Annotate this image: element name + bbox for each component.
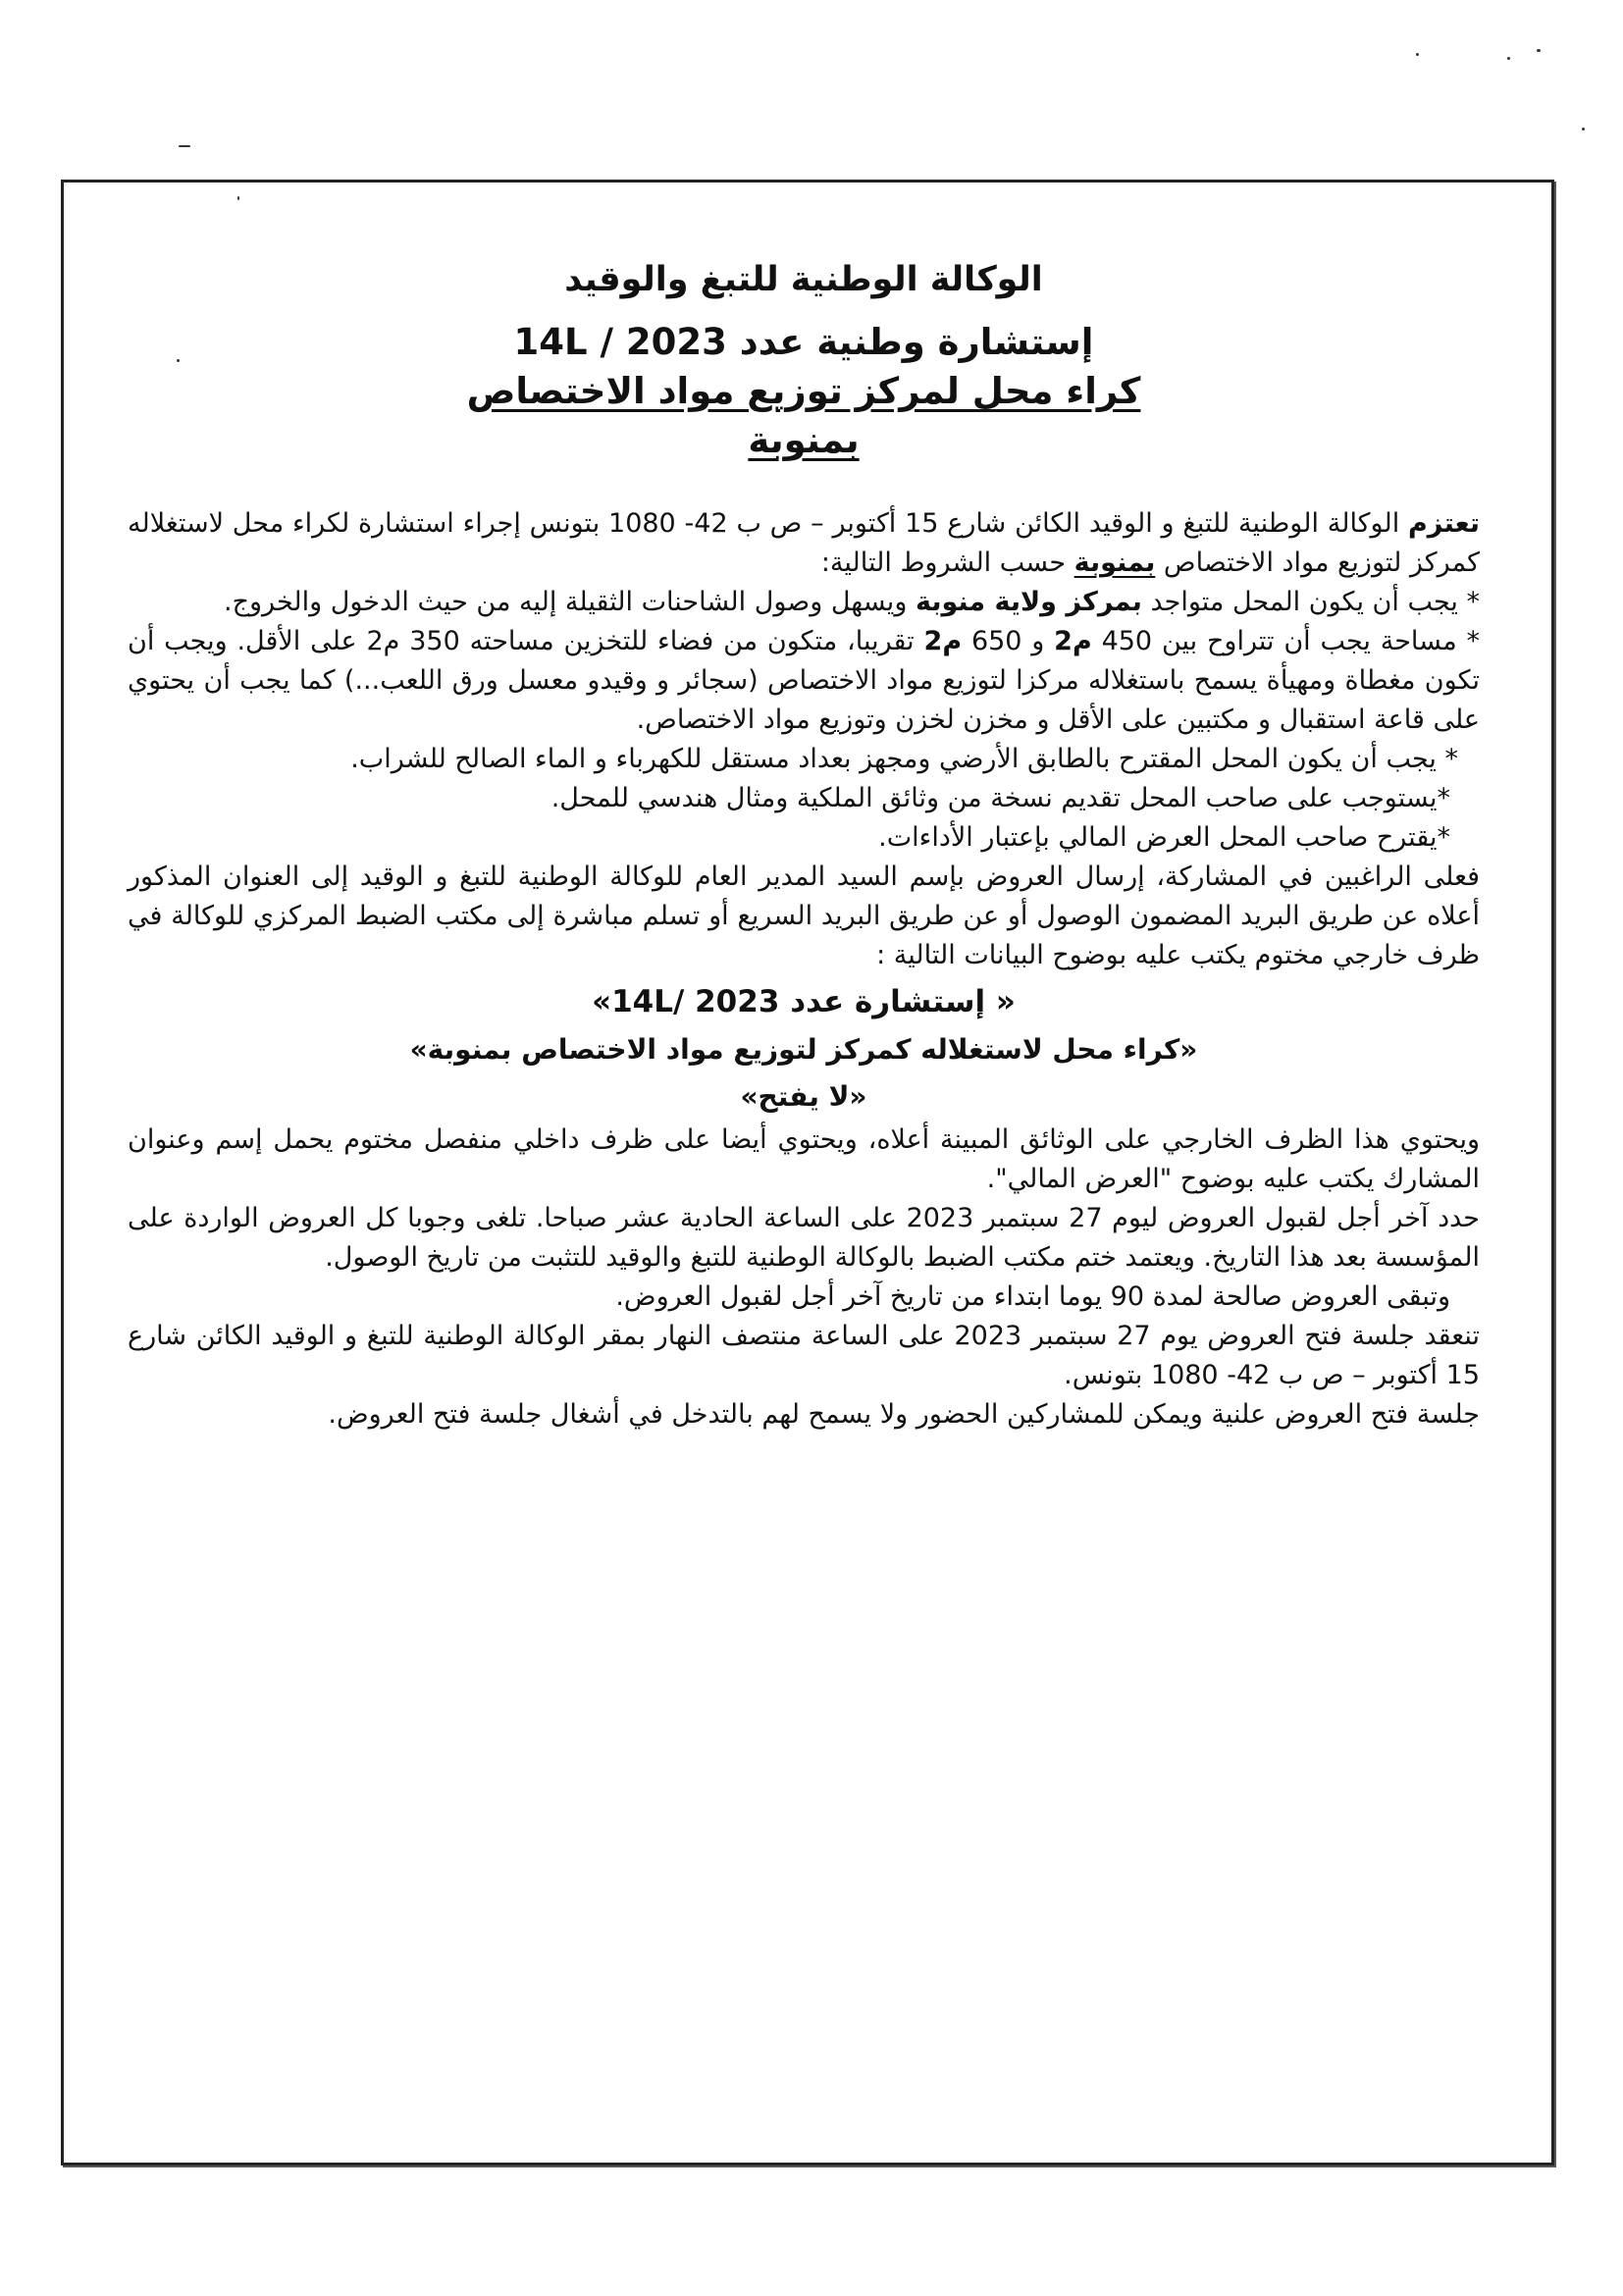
condition-location <box>128 583 1480 622</box>
condition-documents: *يستوجب على صاحب المحل تقديم نسخة من وثائق الملكية ومثال هندسي للمحل. <box>550 783 1450 813</box>
public-session-paragraph: جلسة فتح العروض علنية ويمكن للمشاركين الحضور ولا يسمح لهم بالتدخل في أشغال جلسة فتح العروض. <box>328 1399 1480 1430</box>
envelope-line-consultation: « إستشارة عدد 14L/ 2023» <box>592 984 1016 1019</box>
condition-area-text-b: و 650 <box>962 626 1055 656</box>
scan-speck <box>1582 128 1585 130</box>
condition-location-text-b: ويسهل وصول الشاحنات الثقيلة إليه من حيث الدخول والخروج. <box>224 587 916 617</box>
consultation-text <box>128 504 1480 1435</box>
condition-location-bold: بمركز ولاية منوبة <box>915 587 1142 617</box>
envelope-line-subject: «كراء محل لاستغلاله كمركز لتوزيع مواد الاختصاص بمنوبة» <box>409 1033 1198 1066</box>
intro-paragraph <box>128 504 1480 583</box>
deadline-paragraph: حدد آخر أجل لقبول العروض ليوم 27 سبتمبر 2023 على الساعة الحادية عشر صباحا. تلغى وجوبا كل العروض الواردة على المؤسسة بعد هذا التاريخ. ويعتمد ختم مكتب الضبط بالوكالة الوطنية للتبغ والوقيد للتثبت من تاريخ الوصول. <box>128 1203 1480 1273</box>
intro-text-1: الوكالة الوطنية للتبغ و الوقيد الكائن شارع 15 أكتوبر – ص ب 42- 1080 بتونس إجراء استشارة لكراء محل لاستغلاله كمركز لتوزيع مواد الاختصاص <box>128 508 1480 578</box>
condition-financial-offer: *يقترح صاحب المحل العرض المالي بإعتبار الأداءات. <box>878 822 1450 853</box>
condition-area <box>128 622 1480 740</box>
condition-area-unit-1: م2 <box>1054 626 1092 656</box>
consultation-subject: كراء محل لمركز توزيع مواد الاختصاص <box>466 370 1141 412</box>
scan-speck <box>1507 57 1510 60</box>
condition-area-text-a: * مساحة يجب أن تتراوح بين 450 <box>1091 626 1480 656</box>
intro-lead-word: تعتزم <box>1408 508 1480 539</box>
scan-speck <box>1416 53 1419 56</box>
condition-area-text-c: تقريبا، متكون من فضاء للتخزين مساحته 350 م2 على الأقل. ويجب أن تكون مغطاة ومهيأة يسمح باستغلاله مركزا لتوزيع مواد الاختصاص (سجائر و وقيدو معسل ورق اللعب...) كما يجب أن يحتوي على قاعة استقبال و مكتبين على الأقل و مخزن لخزن وتوزيع مواد الاختصاص. <box>128 626 1480 735</box>
envelope-content-paragraph: ويحتوي هذا الظرف الخارجي على الوثائق المبينة أعلاه، ويحتوي أيضا على ظرف داخلي منفصل مختوم يحمل إسم وعنوان المشارك يكتب عليه بوضوح "العرض المالي". <box>128 1124 1480 1194</box>
condition-ground-floor: * يجب أن يكون المحل المقترح بالطابق الأرضي ومجهز بعداد مستقل للكهرباء و الماء الصالح للشراب. <box>350 744 1458 774</box>
condition-area-unit-2: م2 <box>923 626 963 656</box>
envelope-line-do-not-open: «لا يفتح» <box>740 1080 867 1113</box>
submission-paragraph: فعلى الراغبين في المشاركة، إرسال العروض بإسم السيد المدير العام للوكالة الوطنية للتبغ و الوقيد إلى العنوان المذكور أعلاه عن طريق البريد المضمون الوصول أو عن طريق البريد السريع أو تسلم مباشرة إلى مكتب الضبط المركزي للوكالة في ظرف خارجي مختوم يكتب عليه بوضوح البيانات التالية : <box>128 861 1480 970</box>
scan-speck <box>1537 49 1541 52</box>
document-body <box>128 255 1480 1435</box>
scan-speck <box>179 145 190 147</box>
consultation-title: إستشارة وطنية عدد 14L / 2023 <box>513 321 1094 363</box>
intro-text-2: حسب الشروط التالية: <box>820 548 1074 578</box>
opening-session-paragraph: تنعقد جلسة فتح العروض يوم 27 سبتمبر 2023 على الساعة منتصف النهار بمقر الوكالة الوطنية للتبغ و الوقيد الكائن شارع 15 أكتوبر – ص ب 42- 1080 بتونس. <box>128 1321 1480 1390</box>
agency-name: الوكالة الوطنية للتبغ والوقيد <box>564 260 1043 299</box>
condition-location-text-a: * يجب أن يكون المحل متواجد <box>1141 587 1480 617</box>
consultation-place: بمنوبة <box>748 419 860 461</box>
intro-place: بمنوبة <box>1073 548 1156 578</box>
validity-paragraph: وتبقى العروض صالحة لمدة 90 يوما ابتداء من تاريخ آخر أجل لقبول العروض. <box>615 1281 1450 1312</box>
